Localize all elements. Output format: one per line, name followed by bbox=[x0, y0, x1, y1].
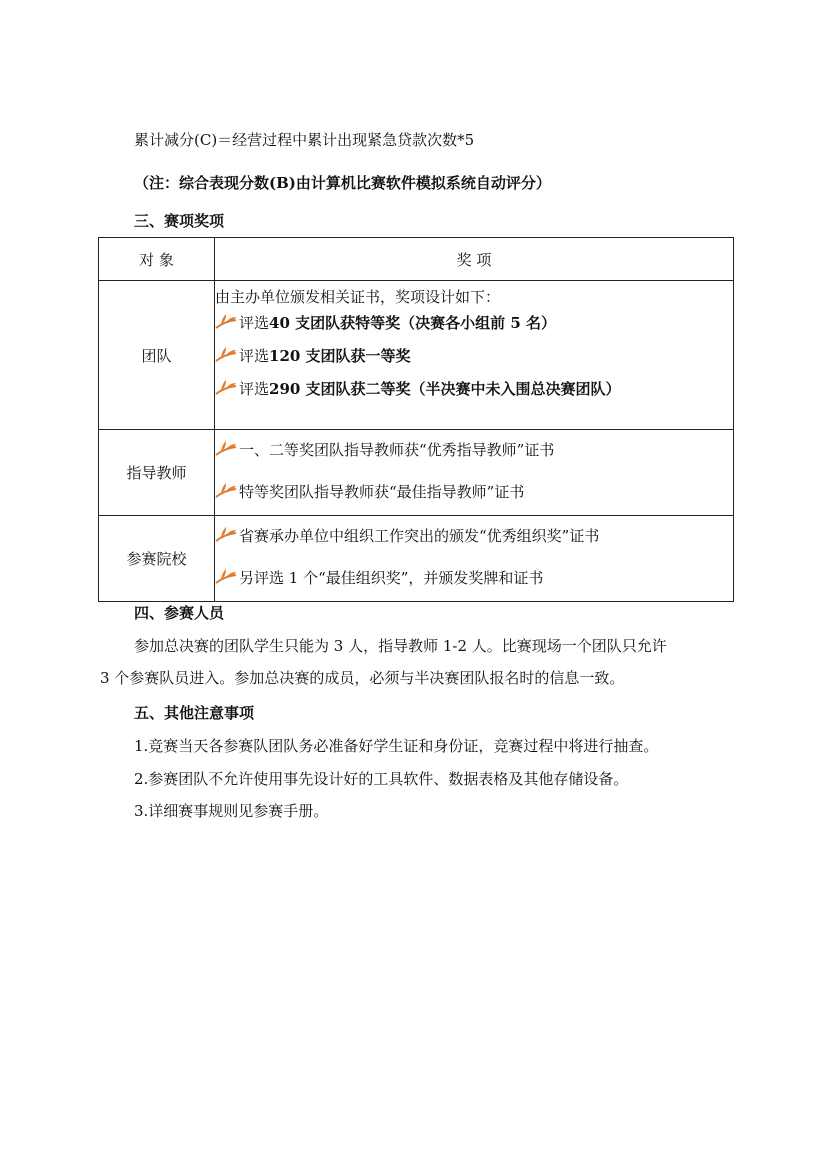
row-object-team bbox=[99, 281, 215, 430]
award-item bbox=[215, 379, 733, 412]
row-object-label: 团队 bbox=[141, 346, 172, 365]
award-item bbox=[215, 526, 733, 568]
table-header-row bbox=[99, 238, 734, 281]
leaf-bullet-icon bbox=[215, 313, 237, 329]
award-item-bold: 40 支团队获特等奖（决赛各小组前 5 名） bbox=[269, 314, 556, 332]
section4-title: 四、参赛人员 bbox=[134, 604, 225, 622]
award-item-prefix: 评选 bbox=[239, 380, 270, 398]
leaf-bullet-icon bbox=[215, 482, 237, 498]
row-object-label: 参赛院校 bbox=[126, 550, 187, 568]
award-item-bold: 120 支团队获一等奖 bbox=[269, 347, 411, 365]
leaf-bullet-icon bbox=[215, 568, 237, 584]
leaf-bullet-icon bbox=[215, 379, 237, 395]
award-item-text: 省赛承办单位中组织工作突出的颁发“优秀组织奖”证书 bbox=[239, 527, 600, 545]
row-awards-team bbox=[215, 281, 734, 430]
row-object-label: 指导教师 bbox=[126, 464, 187, 482]
formula-line: 累计减分(C)＝经营过程中累计出现紧急贷款次数*5 bbox=[134, 131, 475, 149]
row-object-teacher bbox=[99, 430, 215, 516]
table-row bbox=[99, 281, 734, 430]
table-row bbox=[99, 430, 734, 516]
award-item-prefix: 评选 bbox=[239, 347, 270, 365]
award-item-bold: 290 支团队获二等奖（半决赛中未入围总决赛团队） bbox=[269, 380, 621, 398]
section3-title: 三、赛项奖项 bbox=[134, 212, 225, 230]
award-item bbox=[215, 440, 733, 482]
awards-table bbox=[98, 237, 734, 602]
header-object-label: 对 象 bbox=[139, 250, 174, 269]
award-item-text: 另评选 1 个“最佳组织奖”，并颁发奖牌和证书 bbox=[239, 569, 544, 587]
award-item bbox=[215, 313, 733, 346]
award-item-text: 一、二等奖团队指导教师获“优秀指导教师”证书 bbox=[239, 441, 555, 459]
section4-line1: 参加总决赛的团队学生只能为 3 人，指导教师 1-2 人。比赛现场一个团队只允许 bbox=[134, 637, 667, 655]
header-object bbox=[99, 238, 215, 281]
note-line: （注：综合表现分数(B)由计算机比赛软件模拟系统自动评分） bbox=[134, 174, 551, 192]
award-item bbox=[215, 346, 733, 379]
header-award bbox=[215, 238, 734, 281]
list-item: 2.参赛团队不允许使用事先设计好的工具软件、数据表格及其他存储设备。 bbox=[134, 770, 629, 788]
award-item-text: 特等奖团队指导教师获“最佳指导教师”证书 bbox=[239, 483, 525, 501]
table-row bbox=[99, 516, 734, 602]
award-intro: 由主办单位颁发相关证书，奖项设计如下： bbox=[215, 288, 501, 306]
leaf-bullet-icon bbox=[215, 346, 237, 362]
row-awards-teacher bbox=[215, 430, 734, 516]
award-item-prefix: 评选 bbox=[239, 314, 270, 332]
award-item bbox=[215, 568, 733, 601]
section5-title: 五、其他注意事项 bbox=[134, 704, 255, 722]
header-award-label: 奖 项 bbox=[456, 250, 492, 269]
award-item bbox=[215, 482, 733, 515]
row-object-school bbox=[99, 516, 215, 602]
list-item: 1.竞赛当天各参赛队团队务必准备好学生证和身份证，竞赛过程中将进行抽查。 bbox=[134, 737, 659, 755]
leaf-bullet-icon bbox=[215, 440, 237, 456]
leaf-bullet-icon bbox=[215, 526, 237, 542]
list-item: 3.详细赛事规则见参赛手册。 bbox=[134, 802, 329, 820]
section4-line2: 3 个参赛队员进入。参加总决赛的成员，必须与半决赛团队报名时的信息一致。 bbox=[100, 669, 625, 687]
row-awards-school bbox=[215, 516, 734, 602]
